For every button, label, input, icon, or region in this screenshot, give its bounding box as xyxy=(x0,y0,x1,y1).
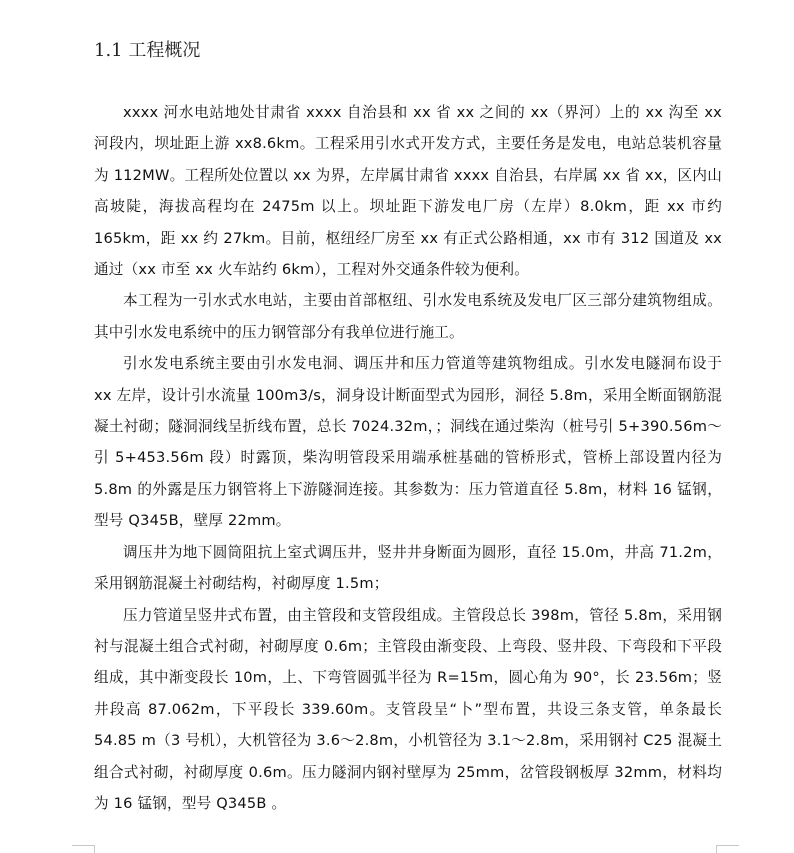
paragraph-diversion-system: 引水发电系统主要由引水发电洞、调压井和压力管道等建筑物组成。引水发电隧洞布设于 xx 左岸，设计引水流量 100m3/s，洞身设计断面型式为园形，洞径 5.8m，采用全断面钢筋混凝土衬砌；隧洞洞线呈折线布置，总长 7024.32m，；洞线在通过柴沟（桩号引 5+390.56m～引 5+453.56m 段）时露顶，柴沟明管段采用端承桩基础的管桥形式，管桥上部设置内径为 5.8m 的外露是压力钢管将上下游隧洞连接。其参数为：压力管道直径 5.8m，材料 16 锰钢，型号 Q345B，壁厚 22mm。 xyxy=(94,355,727,530)
section-heading: 1.1 工程概况 xyxy=(94,40,201,61)
paragraph-project-location: xxxx 河水电站地处甘肃省 xxxx 自治县和 xx 省 xx 之间的 xx（界河）上的 xx 沟至 xx 河段内，坝址距上游 xx8.6km。工程采用引水式开发方式，主要任务是发电，电站总装机容量为 112MW。工程所处位置以 xx 为界，左岸属甘肃省 xxxx 自治县，右岸属 xx 省 xx，区内山高坡陡，海拔高程均在 2475m 以上。坝址距下游发电厂房（左岸）8.0km，距 xx 市约 165km，距 xx 约 27km。目前，枢纽经厂房至 xx 有正式公路相通，xx 市有 312 国道及 xx 通过（xx 市至 xx 火车站约 6km），工程对外交通条件较为便利。 xyxy=(94,104,727,279)
paragraph-surge-shaft: 调压井为地下圆筒阻抗上室式调压井，竖井井身断面为圆形，直径 15.0m，井高 71.2m，采用钢筋混凝土衬砌结构，衬砌厚度 1.5m； xyxy=(94,543,722,593)
paragraph-project-composition: 本工程为一引水式水电站，主要由首部枢纽、引水发电系统及发电厂区三部分建筑物组成。其中引水发电系统中的压力钢管部分有我单位进行施工。 xyxy=(94,292,722,341)
paragraph-penstock: 压力管道呈竖井式布置，由主管段和支管段组成。主管段总长 398m，管径 5.8m，采用钢衬与混凝土组合式衬砌，衬砌厚度 0.6m；主管段由渐变段、上弯段、竖井段、下弯段和下平段组成，其中渐变段长 10m，上、下弯管圆弧半径为 R=15m，圆心角为 90°，长 23.56m；竖井段高 87.062m，下平段长 339.60m。支管段呈“卜”型布置，共设三条支管，单条最长 54.85 m（3 号机），大机管径为 3.6～2.8m，小机管径为 3.1～2.8m，采用钢衬 C25 混凝土组合式衬砌，衬砌厚度 0.6m。压力隧洞内钢衬壁厚为 25mm，岔管段钢板厚 32mm，材料均为 16 锰钢，型号 Q345B 。 xyxy=(94,606,727,812)
document-body xyxy=(94,97,727,819)
